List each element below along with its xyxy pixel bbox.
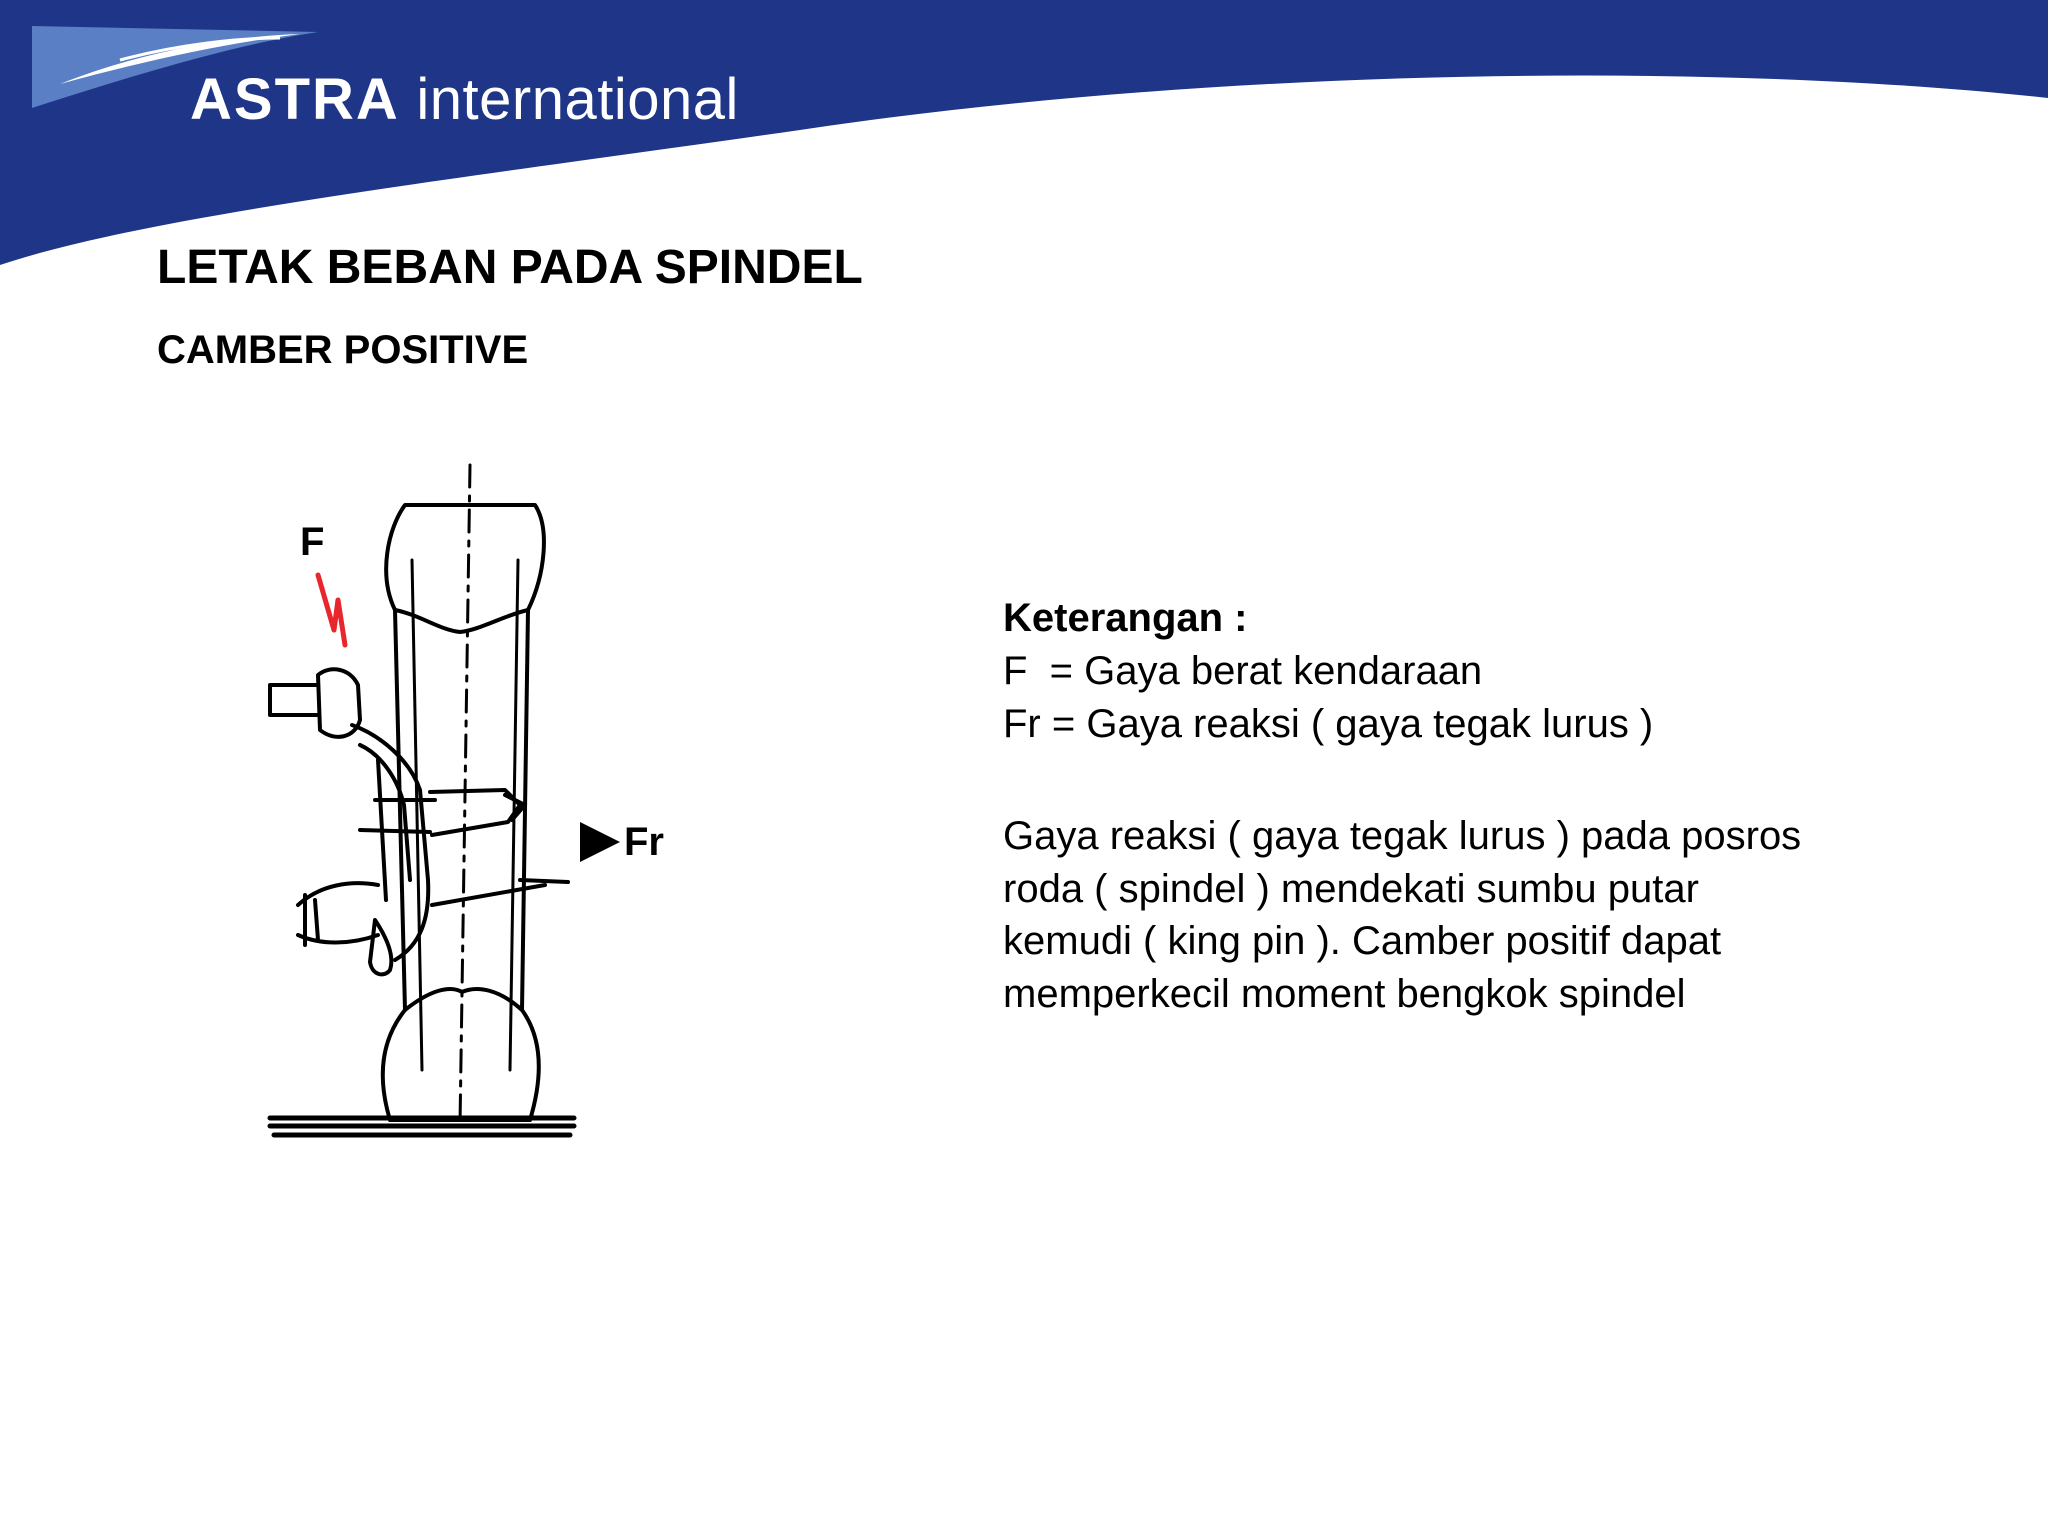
legend [1003, 592, 2003, 751]
description-line: Gaya reaksi ( gaya tegak lurus ) pada posros [1003, 814, 1802, 858]
legend-item-reaction: Fr = Gaya reaksi ( gaya tegak lurus ) [1003, 702, 1654, 746]
company-logo [190, 66, 739, 133]
reaction-force-label: Fr [624, 820, 664, 864]
upper-arm [270, 685, 318, 715]
force-arrow-icon [318, 575, 345, 645]
logo-suffix-text: international [416, 67, 739, 132]
slide-title: LETAK BEBAN PADA SPINDEL [157, 241, 863, 294]
description-paragraph [1003, 810, 2003, 1020]
description-line: kemudi ( king pin ). Camber positif dapat [1003, 919, 1722, 963]
description-line: memperkecil moment bengkok spindel [1003, 971, 1686, 1016]
tire-tread-top [395, 610, 528, 632]
header-band [0, 0, 2048, 280]
legend-item-force: F = Gaya berat kendaraan [1003, 649, 1483, 693]
wheel-center-axis [460, 465, 470, 1125]
force-label: F [300, 520, 325, 564]
slide-subtitle: CAMBER POSITIVE [157, 328, 529, 372]
lower-arm [298, 883, 378, 945]
reaction-arrow-icon [580, 822, 620, 862]
logo-brand-text: ASTRA [190, 67, 400, 132]
lower-ball-joint [370, 920, 391, 974]
lower-link [432, 880, 568, 905]
description-line: roda ( spindel ) mendekati sumbu putar [1003, 866, 1699, 911]
legend-heading: Keterangan : [1003, 596, 1248, 640]
